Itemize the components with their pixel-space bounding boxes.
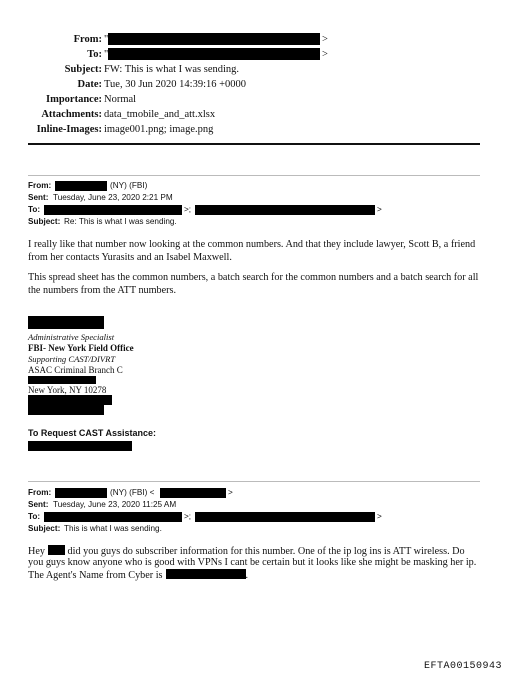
m2-line-2: you guys know anyone who is good with VPNs I cant be certain but it looks like she might be masking her ip. — [28, 557, 477, 568]
m2-subject-value: This is what I was sending. — [64, 524, 162, 533]
importance-value: Normal — [104, 94, 137, 105]
message-divider — [28, 481, 480, 482]
from-close: > — [322, 34, 328, 45]
m2-to-sep: >; — [184, 512, 192, 521]
m1-sent-label: Sent: — [28, 193, 49, 202]
redaction-bar — [108, 48, 320, 60]
to-close: > — [322, 49, 328, 60]
m2-line-3: The Agent's Name from Cyber is . — [28, 570, 249, 581]
from-label: From: — [73, 34, 102, 45]
sig-unit: Supporting CAST/DIVRT — [28, 354, 116, 364]
redaction-bar — [28, 441, 132, 451]
redaction-bar — [195, 205, 375, 215]
redaction-bar — [44, 205, 182, 215]
redaction-bar — [28, 395, 112, 405]
m1-to-close: > — [377, 205, 382, 214]
m2-subject-label: Subject: — [28, 524, 61, 533]
redaction-bar — [48, 545, 65, 555]
to-label: To: — [87, 49, 102, 60]
cast-request-heading: To Request CAST Assistance: — [28, 428, 157, 438]
m1-paragraph-2: This spread sheet has the common numbers, a batch search for the common numbers and a batch search for all the numbers from the ATT numbers. — [28, 272, 479, 296]
m2-from-label: From: — [28, 488, 52, 497]
from-value: " — [104, 34, 109, 45]
redaction-bar — [195, 512, 375, 522]
m2-line-1: Hey did you guys do subscriber information for this number. One of the ip log ins is ATT wireless. Do — [28, 546, 465, 557]
m2-to-label: To: — [28, 512, 41, 521]
inline-images-value: image001.png; image.png — [104, 124, 214, 135]
m1-subject-value: Re: This is what I was sending. — [64, 217, 177, 226]
date-value: Tue, 30 Jun 2020 14:39:16 +0000 — [104, 79, 247, 90]
subject-value: FW: This is what I was sending. — [104, 64, 240, 75]
m2-from-suffix: (NY) (FBI) < — [110, 488, 155, 497]
m1-to-label: To: — [28, 205, 41, 214]
sig-branch: ASAC Criminal Branch C — [28, 365, 123, 375]
sig-office: FBI- New York Field Office — [28, 343, 134, 353]
m2-to-close: > — [377, 512, 382, 521]
redaction-bar — [55, 488, 107, 498]
m1-subject-label: Subject: — [28, 217, 61, 226]
redaction-bar — [28, 316, 104, 329]
attachments-label: Attachments: — [41, 109, 102, 120]
sig-title: Administrative Specialist — [28, 332, 115, 342]
redaction-bar — [108, 33, 320, 45]
redaction-bar — [28, 405, 104, 415]
sig-city: New York, NY 10278 — [28, 385, 107, 395]
m1-from-label: From: — [28, 181, 52, 190]
m1-paragraph-1: I really like that number now looking at the common numbers. And that they include lawyer, Scott B, a friend from her contacts Yurasits and an Isabel Maxwell. — [28, 239, 476, 263]
header-divider — [28, 143, 480, 145]
redaction-bar — [44, 512, 182, 522]
to-value: " — [104, 49, 109, 60]
attachments-value: data_tmobile_and_att.xlsx — [104, 109, 216, 120]
importance-label: Importance: — [46, 94, 102, 105]
m2-sent-value: Tuesday, June 23, 2020 11:25 AM — [53, 500, 177, 509]
redaction-bar — [55, 181, 107, 191]
redaction-bar — [28, 376, 96, 384]
m1-to-sep: >; — [184, 205, 192, 214]
m1-sent-value: Tuesday, June 23, 2020 2:21 PM — [53, 193, 173, 202]
date-label: Date: — [77, 79, 102, 90]
redaction-bar — [166, 569, 246, 579]
document-id: EFTA00150943 — [423, 661, 502, 672]
m2-sent-label: Sent: — [28, 500, 49, 509]
inline-images-label: Inline-Images: — [36, 124, 102, 135]
m2-from-close: > — [228, 488, 233, 497]
m1-from-suffix: (NY) (FBI) — [110, 181, 148, 190]
redaction-bar — [160, 488, 226, 498]
subject-label: Subject: — [64, 64, 102, 75]
message-divider — [28, 175, 480, 176]
